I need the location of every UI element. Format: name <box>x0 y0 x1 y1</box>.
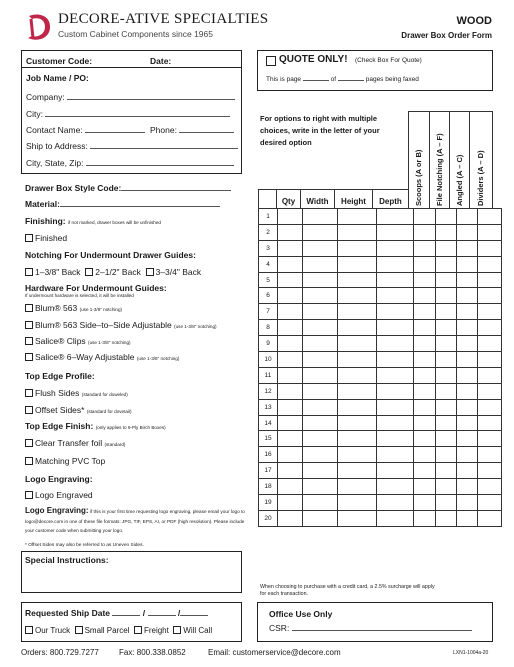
table-cell[interactable] <box>338 447 377 463</box>
footer-orders: Orders: 800.729.7277 <box>21 648 99 657</box>
logo <box>21 10 55 44</box>
table-row <box>259 240 502 256</box>
table-cell[interactable] <box>457 383 478 399</box>
notching-option-2[interactable]: 2–1/2" Back <box>85 267 141 277</box>
table-cell[interactable] <box>338 320 377 336</box>
table-row <box>259 367 502 383</box>
table-cell[interactable] <box>278 304 303 320</box>
table-cell[interactable] <box>457 479 478 495</box>
table-cell[interactable] <box>377 240 414 256</box>
table-cell[interactable] <box>436 383 457 399</box>
table-cell[interactable] <box>377 304 414 320</box>
small-parcel-option[interactable]: Small Parcel <box>75 626 130 635</box>
row-number: 11 <box>259 367 278 383</box>
office-use-box <box>257 602 493 642</box>
table-cell[interactable] <box>436 495 457 511</box>
table-cell[interactable] <box>478 510 502 526</box>
table-cell[interactable] <box>278 288 303 304</box>
table-cell[interactable] <box>414 495 436 511</box>
table-cell[interactable] <box>278 431 303 447</box>
table-cell[interactable] <box>303 479 338 495</box>
finished-option[interactable]: Finished <box>25 233 67 243</box>
table-cell[interactable] <box>303 510 338 526</box>
city-field[interactable]: City: <box>26 109 230 119</box>
table-cell[interactable] <box>303 431 338 447</box>
style-code-field[interactable]: Drawer Box Style Code: <box>25 183 231 193</box>
table-cell[interactable] <box>478 288 502 304</box>
table-cell[interactable] <box>377 256 414 272</box>
table-cell[interactable] <box>457 495 478 511</box>
customer-code-label: Customer Code: <box>26 56 93 66</box>
table-cell[interactable] <box>436 288 457 304</box>
ship-address-field[interactable]: Ship to Address: <box>26 141 238 151</box>
table-cell[interactable] <box>303 224 338 240</box>
hardware-option-1[interactable]: Blum® 563 (use 1-3/8" notching) <box>25 303 122 313</box>
table-cell[interactable] <box>457 367 478 383</box>
table-cell[interactable] <box>436 304 457 320</box>
row-number: 7 <box>259 304 278 320</box>
table-cell[interactable] <box>338 336 377 352</box>
notching-option-3[interactable]: 3–3/4" Back <box>146 267 202 277</box>
table-cell[interactable] <box>478 495 502 511</box>
offset-sides-option[interactable]: Offset Sides* (standard for dovetail) <box>25 405 132 415</box>
table-row <box>259 336 502 352</box>
hardware-option-4[interactable]: Salice® 6–Way Adjustable (use 1-3/8" notching) <box>25 352 179 362</box>
table-cell[interactable] <box>436 479 457 495</box>
pvc-top-option[interactable]: Matching PVC Top <box>25 456 105 466</box>
table-cell[interactable] <box>436 240 457 256</box>
table-row <box>259 320 502 336</box>
table-cell[interactable] <box>377 352 414 368</box>
header-qty: Qty <box>276 189 301 209</box>
table-cell[interactable] <box>414 336 436 352</box>
table-row <box>259 463 502 479</box>
row-number: 14 <box>259 415 278 431</box>
scoops-label: Scoops (A or B) <box>414 149 423 206</box>
table-cell[interactable] <box>414 447 436 463</box>
row-number: 17 <box>259 463 278 479</box>
phone-field[interactable]: Phone: <box>150 125 234 135</box>
row-number: 9 <box>259 336 278 352</box>
table-cell[interactable] <box>414 224 436 240</box>
table-row <box>259 399 502 415</box>
table-cell[interactable] <box>377 224 414 240</box>
table-cell[interactable] <box>377 336 414 352</box>
table-cell[interactable] <box>478 224 502 240</box>
table-row <box>259 479 502 495</box>
row-number: 1 <box>259 209 278 225</box>
table-cell[interactable] <box>414 383 436 399</box>
offset-sides-footnote: * Offset Sides may also be referred to as Uneven Sides. <box>25 543 144 548</box>
row-number: 12 <box>259 383 278 399</box>
footer-email[interactable]: Email: customerservice@decore.com <box>208 648 341 657</box>
footer-fax: Fax: 800.338.0852 <box>119 648 186 657</box>
header-blank <box>258 189 277 209</box>
hardware-title: Hardware For Undermount Guides: <box>25 283 167 293</box>
table-cell[interactable] <box>436 367 457 383</box>
table-cell[interactable] <box>377 447 414 463</box>
table-cell[interactable] <box>303 352 338 368</box>
logo-engraving-title: Logo Engraving: <box>25 474 93 484</box>
table-cell[interactable] <box>338 288 377 304</box>
table-cell[interactable] <box>377 431 414 447</box>
table-cell[interactable] <box>338 431 377 447</box>
table-cell[interactable] <box>457 209 478 225</box>
material-field[interactable]: Material: <box>25 199 220 209</box>
table-cell[interactable] <box>303 495 338 511</box>
table-cell[interactable] <box>377 367 414 383</box>
table-row <box>259 256 502 272</box>
table-row <box>259 352 502 368</box>
table-cell[interactable] <box>414 256 436 272</box>
table-cell[interactable] <box>338 352 377 368</box>
table-cell[interactable] <box>478 320 502 336</box>
table-cell[interactable] <box>414 209 436 225</box>
date-label: Date: <box>150 56 172 66</box>
quote-checkbox[interactable] <box>266 56 276 66</box>
table-cell[interactable] <box>436 256 457 272</box>
table-cell[interactable] <box>457 399 478 415</box>
job-name-label: Job Name / PO: <box>26 73 89 83</box>
table-cell[interactable] <box>436 510 457 526</box>
ship-method-options <box>25 626 212 635</box>
table-row <box>259 495 502 511</box>
table-cell[interactable] <box>377 415 414 431</box>
table-row <box>259 510 502 526</box>
table-cell[interactable] <box>278 367 303 383</box>
table-cell[interactable] <box>303 383 338 399</box>
table-cell[interactable] <box>478 383 502 399</box>
table-cell[interactable] <box>478 447 502 463</box>
logo-engraved-option[interactable]: Logo Engraved <box>25 490 93 500</box>
hardware-option-2[interactable]: Blum® 563 Side–to–Side Adjustable (use 1-3/8" notching) <box>25 320 217 330</box>
row-number: 10 <box>259 352 278 368</box>
table-cell[interactable] <box>338 209 377 225</box>
quote-note: (Check Box For Quote) <box>355 57 422 64</box>
table-cell[interactable] <box>278 415 303 431</box>
table-row <box>259 272 502 288</box>
table-cell[interactable] <box>338 463 377 479</box>
notching-options <box>25 267 201 277</box>
table-cell[interactable] <box>338 415 377 431</box>
row-number: 4 <box>259 256 278 272</box>
contact-field[interactable]: Contact Name: <box>26 125 145 135</box>
row-number: 15 <box>259 431 278 447</box>
table-cell[interactable] <box>478 336 502 352</box>
table-cell[interactable] <box>436 431 457 447</box>
table-cell[interactable] <box>436 352 457 368</box>
table-cell[interactable] <box>338 495 377 511</box>
table-cell[interactable] <box>436 224 457 240</box>
table-cell[interactable] <box>303 415 338 431</box>
quote-title: QUOTE ONLY! <box>279 54 348 65</box>
row-number: 18 <box>259 479 278 495</box>
table-cell[interactable] <box>478 479 502 495</box>
table-row <box>259 431 502 447</box>
row-number: 5 <box>259 272 278 288</box>
table-cell[interactable] <box>338 272 377 288</box>
table-cell[interactable] <box>303 272 338 288</box>
table-cell[interactable] <box>414 367 436 383</box>
table-cell[interactable] <box>303 336 338 352</box>
table-cell[interactable] <box>478 304 502 320</box>
table-row <box>259 383 502 399</box>
table-cell[interactable] <box>436 463 457 479</box>
table-cell[interactable] <box>436 272 457 288</box>
order-table <box>258 208 502 527</box>
row-number: 6 <box>259 288 278 304</box>
table-cell[interactable] <box>278 336 303 352</box>
table-cell[interactable] <box>457 415 478 431</box>
table-cell[interactable] <box>377 272 414 288</box>
clear-foil-option[interactable]: Clear Transfer foil (standard) <box>25 438 125 448</box>
table-cell[interactable] <box>414 510 436 526</box>
top-edge-profile-title: Top Edge Profile: <box>25 371 95 381</box>
table-cell[interactable] <box>377 463 414 479</box>
city-state-zip-field[interactable]: City, State, Zip: <box>26 158 234 168</box>
table-cell[interactable] <box>414 304 436 320</box>
table-cell[interactable] <box>436 320 457 336</box>
table-cell[interactable] <box>278 272 303 288</box>
csr-field[interactable]: CSR: <box>269 623 472 633</box>
table-cell[interactable] <box>278 463 303 479</box>
table-cell[interactable] <box>478 415 502 431</box>
options-note: For options to right with multiple choices, write in the letter of your desired option <box>260 114 380 147</box>
table-cell[interactable] <box>478 399 502 415</box>
table-cell[interactable] <box>377 383 414 399</box>
table-cell[interactable] <box>478 352 502 368</box>
table-cell[interactable] <box>377 320 414 336</box>
table-cell[interactable] <box>278 447 303 463</box>
header-width: Width <box>300 189 335 209</box>
table-cell[interactable] <box>303 399 338 415</box>
table-cell[interactable] <box>478 256 502 272</box>
table-row <box>259 224 502 240</box>
table-cell[interactable] <box>278 320 303 336</box>
header-height: Height <box>334 189 373 209</box>
table-cell[interactable] <box>436 209 457 225</box>
table-cell[interactable] <box>278 352 303 368</box>
table-cell[interactable] <box>278 240 303 256</box>
table-cell[interactable] <box>436 336 457 352</box>
table-cell[interactable] <box>377 510 414 526</box>
table-cell[interactable] <box>303 256 338 272</box>
table-cell[interactable] <box>303 209 338 225</box>
table-cell[interactable] <box>338 367 377 383</box>
table-cell[interactable] <box>338 256 377 272</box>
table-cell[interactable] <box>377 288 414 304</box>
table-cell[interactable] <box>478 209 502 225</box>
table-cell[interactable] <box>338 510 377 526</box>
table-cell[interactable] <box>338 304 377 320</box>
row-number: 3 <box>259 240 278 256</box>
row-number: 20 <box>259 510 278 526</box>
table-row <box>259 304 502 320</box>
office-use-title: Office Use Only <box>269 609 333 619</box>
finished-checkbox[interactable] <box>25 234 33 242</box>
angled-label: Angled (A – C) <box>455 154 464 206</box>
flush-sides-option[interactable]: Flush Sides (standard for doweled) <box>25 388 128 398</box>
table-cell[interactable] <box>457 431 478 447</box>
table-cell[interactable] <box>278 383 303 399</box>
table-cell[interactable] <box>457 224 478 240</box>
form-type: WOOD <box>456 15 492 27</box>
table-cell[interactable] <box>303 320 338 336</box>
company-field[interactable]: Company: <box>26 92 235 102</box>
table-cell[interactable] <box>436 399 457 415</box>
table-cell[interactable] <box>303 367 338 383</box>
dividers-label: Dividers (A – D) <box>476 150 485 206</box>
form-title: Drawer Box Order Form <box>401 31 492 40</box>
table-cell[interactable] <box>457 352 478 368</box>
hardware-note: If undermount hardware is selected, it will be installed <box>25 293 134 298</box>
table-cell[interactable] <box>377 209 414 225</box>
ship-date-field[interactable]: Requested Ship Date / / <box>25 608 208 618</box>
table-cell[interactable] <box>457 256 478 272</box>
table-cell[interactable] <box>338 383 377 399</box>
company-name: DECORE-ATIVE SPECIALTIES <box>58 11 269 27</box>
table-cell[interactable] <box>414 463 436 479</box>
table-cell[interactable] <box>278 256 303 272</box>
special-instructions-title: Special Instructions: <box>25 555 109 565</box>
table-cell[interactable] <box>457 272 478 288</box>
table-cell[interactable] <box>303 447 338 463</box>
table-cell[interactable] <box>457 510 478 526</box>
table-cell[interactable] <box>478 367 502 383</box>
table-cell[interactable] <box>457 304 478 320</box>
freight-option[interactable]: Freight <box>134 626 169 635</box>
row-number: 16 <box>259 447 278 463</box>
table-cell[interactable] <box>414 272 436 288</box>
table-cell[interactable] <box>457 336 478 352</box>
table-cell[interactable] <box>478 272 502 288</box>
table-cell[interactable] <box>303 288 338 304</box>
header-depth: Depth <box>372 189 409 209</box>
table-cell[interactable] <box>414 320 436 336</box>
table-row <box>259 415 502 431</box>
table-cell[interactable] <box>414 288 436 304</box>
table-cell[interactable] <box>278 224 303 240</box>
table-cell[interactable] <box>457 463 478 479</box>
table-row <box>259 447 502 463</box>
table-cell[interactable] <box>303 240 338 256</box>
notching-title: Notching For Undermount Drawer Guides: <box>25 250 196 260</box>
table-cell[interactable] <box>338 479 377 495</box>
table-cell[interactable] <box>414 240 436 256</box>
table-cell[interactable] <box>457 288 478 304</box>
table-row <box>259 209 502 225</box>
table-cell[interactable] <box>338 399 377 415</box>
row-number: 13 <box>259 399 278 415</box>
table-cell[interactable] <box>457 240 478 256</box>
table-cell[interactable] <box>414 399 436 415</box>
notching-option-1[interactable]: 1–3/8" Back <box>25 267 81 277</box>
table-cell[interactable] <box>478 240 502 256</box>
table-cell[interactable] <box>414 352 436 368</box>
table-cell[interactable] <box>278 399 303 415</box>
table-cell[interactable] <box>377 495 414 511</box>
table-cell[interactable] <box>436 447 457 463</box>
table-cell[interactable] <box>436 415 457 431</box>
table-cell[interactable] <box>478 431 502 447</box>
table-cell[interactable] <box>278 209 303 225</box>
table-cell[interactable] <box>457 320 478 336</box>
page-count-line[interactable]: This is page of pages being faxed <box>266 76 419 83</box>
table-cell[interactable] <box>457 447 478 463</box>
logo-engraving-note: Logo Engraving: if this is your first time requesting logo engraving, please email your logo to logo@decore.com in one of these file formats: JPG, TIF, EPS, AI, or PDF (high resolution). Please include your customer code when submitting your logo. <box>25 506 245 533</box>
table-cell[interactable] <box>414 431 436 447</box>
table-cell[interactable] <box>414 415 436 431</box>
logo-mark-icon <box>21 10 55 44</box>
table-cell[interactable] <box>478 463 502 479</box>
table-cell[interactable] <box>377 479 414 495</box>
row-number: 2 <box>259 224 278 240</box>
table-cell[interactable] <box>278 510 303 526</box>
hardware-option-3[interactable]: Salice® Clips (use 1-3/8" notching) <box>25 336 131 346</box>
table-cell[interactable] <box>338 240 377 256</box>
table-cell[interactable] <box>338 224 377 240</box>
company-tagline: Custom Cabinet Components since 1965 <box>58 29 213 39</box>
table-cell[interactable] <box>303 304 338 320</box>
table-cell[interactable] <box>278 495 303 511</box>
table-cell[interactable] <box>278 479 303 495</box>
table-cell[interactable] <box>303 463 338 479</box>
table-cell[interactable] <box>414 479 436 495</box>
row-number: 8 <box>259 320 278 336</box>
table-cell[interactable] <box>377 399 414 415</box>
will-call-option[interactable]: Will Call <box>173 626 212 635</box>
our-truck-option[interactable]: Our Truck <box>25 626 70 635</box>
finishing-title: Finishing: if not marked, drawer boxes will be unfinished <box>25 216 161 226</box>
top-edge-finish-title: Top Edge Finish: (only applies to 9-Ply Birch Boxes) <box>25 421 166 431</box>
row-number: 19 <box>259 495 278 511</box>
credit-card-note: When choosing to purchase with a credit card, a 2.5% surcharge will apply for each transaction. <box>260 584 435 597</box>
table-row <box>259 288 502 304</box>
footer-form-code: LXN1-1004a-20 <box>453 650 489 656</box>
file-notching-label: File Notching (A – F) <box>435 133 444 206</box>
